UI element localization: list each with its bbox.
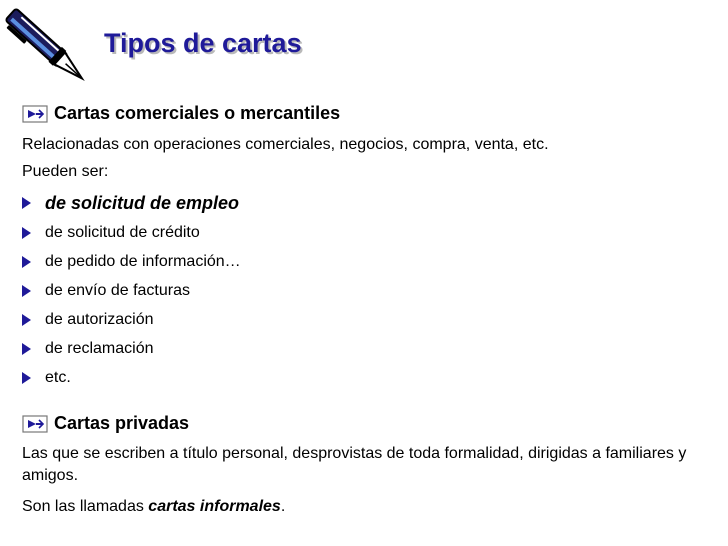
list-item-label: de solicitud de empleo [45,192,240,213]
triangle-bullet-icon [22,285,31,297]
section-paragraph: Relacionadas con operaciones comerciales, negocios, compra, venta, etc. [22,136,549,153]
closing-sentence [22,496,285,518]
triangle-bullet-icon [22,343,31,355]
closing-prefix: Son las llamadas [22,498,149,515]
section-heading-privadas [22,413,189,434]
section-paragraph: Pueden ser: [22,163,109,180]
section-heading-comerciales [22,103,340,124]
list-item [22,188,241,218]
list-item-label: de pedido de información… [45,252,241,270]
closing-suffix: . [280,498,286,515]
closing-emphasis: cartas informales [148,498,281,515]
pen-icon [4,2,90,92]
triangle-bullet-icon [22,256,31,268]
triangle-bullet-icon [22,314,31,326]
section-heading-label: Cartas privadas [54,413,190,433]
triangle-bullet-icon [22,227,31,239]
triangle-bullet-icon [22,197,31,209]
page-title: Tipos de cartas [104,28,302,58]
triangle-bullet-icon [22,372,31,384]
section-heading-label: Cartas comerciales o mercantiles [54,103,341,123]
list-item-label: etc. [45,368,71,386]
arrow-bullet-icon [22,415,48,433]
list-item [22,363,241,392]
letter-types-list [22,188,241,392]
list-item [22,218,241,247]
list-item [22,305,241,334]
list-item [22,276,241,305]
list-item-label: de autorización [45,310,154,328]
section-paragraph: Las que se escriben a título personal, desprovistas de toda formalidad, dirigidas a familiares y amigos. [22,445,687,484]
arrow-bullet-icon [22,105,48,123]
list-item-label: de envío de facturas [45,281,190,299]
list-item [22,247,241,276]
list-item [22,334,241,363]
list-item-label: de solicitud de crédito [45,223,200,241]
list-item-label: de reclamación [45,339,154,357]
